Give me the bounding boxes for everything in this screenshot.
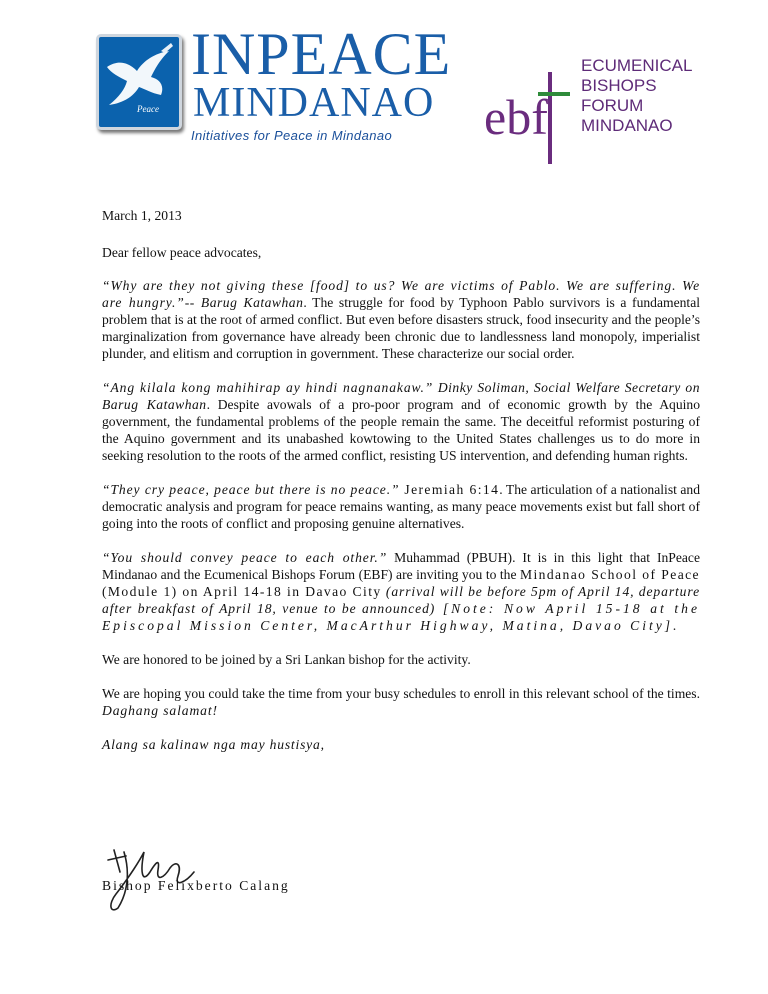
quote-pablo: “Why are they not giving these [food] to us? We are victims of Pablo. We are suffering. We are hungry.” xyxy=(102,278,700,310)
ebf-line-mindanao: MINDANAO xyxy=(581,116,673,135)
quote-jeremiah: “They cry peace, peace but there is no peace.” xyxy=(102,482,400,497)
ebf-line-bishops: BISHOPS xyxy=(581,76,657,95)
paragraph-6-text: We are hoping you could take the time from your busy schedules to enroll in this relevant school of the times. xyxy=(102,686,700,701)
salutation: Dear fellow peace advocates, xyxy=(102,245,262,260)
paragraph-2-text: . Despite avowals of a pro-poor program and of economic growth by the Aquino government, the fundamental problems of the people remain the same. The deceitful reformist posturing of the Aquino government and its unabashed kowtowing to the United States challenges us to do more in seeking resolution to the roots of the armed conflict, resisting US intervention, and defending human rights. xyxy=(102,397,700,463)
attribution-soliman: Dinky Soliman, Social Welfare Secretary on Barug Katawhan xyxy=(102,380,700,412)
ebf-cross-monogram xyxy=(484,52,580,167)
mindanao-title: MINDANAO xyxy=(193,80,435,126)
event-details: (arrival will be before 5pm of April 14, departure after breakfast of April 18, venue to be announced) xyxy=(102,584,700,616)
ebf-line-ecumenical: ECUMENICAL xyxy=(581,56,693,75)
ebf-line-forum: FORUM xyxy=(581,96,644,115)
paragraph-1 xyxy=(102,277,700,362)
dove-label: Peace xyxy=(137,104,159,114)
ebf-mindanao-logo xyxy=(484,52,704,167)
thanks-text: Daghang salamat! xyxy=(102,703,218,718)
paragraph-3 xyxy=(102,481,700,532)
paragraph-1-text: . The struggle for food by Typhoon Pablo survivors is a fundamental problem that is at the root of armed conflict. But even before disasters struck, food insecurity and the people’s marginalization from governance have already been chronic due to landlessness land monopoly, imperialist plunder, and elitism and corruption in government. These characterize our social order. xyxy=(102,295,700,361)
paragraph-3-text: . The articulation of a nationalist and democratic analysis and program for peace remains wanting, as many peace movements exist but fall short of going into the roots of conflict and proposing genuine alternatives. xyxy=(102,482,700,531)
event-name: Mindanao School of Peace (Module 1) on April 14-18 in Davao City xyxy=(102,567,700,599)
paragraph-4 xyxy=(102,549,700,634)
letter-body xyxy=(102,207,700,753)
inpeace-title: INPEACE xyxy=(191,21,452,87)
reference-jeremiah: Jeremiah 6:14 xyxy=(399,482,500,497)
paragraph-5: We are honored to be joined by a Sri Lankan bishop for the activity. xyxy=(102,652,471,667)
letter-date: March 1, 2013 xyxy=(102,208,182,223)
inpeace-tagline: Initiatives for Peace in Mindanao xyxy=(191,128,393,143)
inpeace-mindanao-logo xyxy=(96,21,452,146)
venue-note: [Note: Now April 15-18 at the Episcopal Mission Center, MacArthur Highway, Matina, Davao City]. xyxy=(102,601,700,633)
dove-emblem xyxy=(96,34,182,130)
signature-block xyxy=(100,842,360,922)
paragraph-4-text: Muhammad (PBUH). It is in this light that InPeace Mindanao and the Ecumenical Bishops Forum (EBF) are inviting you to the xyxy=(102,550,700,582)
ebf-name-block xyxy=(581,56,692,136)
ebf-monogram: ebf xyxy=(484,89,548,145)
closing-line: Alang sa kalinaw nga may hustisya, xyxy=(102,737,325,752)
signer-name: Bishop Felixberto Calang xyxy=(102,878,290,893)
paragraph-2 xyxy=(102,379,700,464)
attribution-barug: -- Barug Katawhan xyxy=(184,295,304,310)
quote-soliman: “Ang kilala kong mahihirap ay hindi nagnanakaw.” xyxy=(102,380,434,395)
paragraph-6 xyxy=(102,685,700,719)
quote-muhammad: “You should convey peace to each other.” xyxy=(102,550,388,565)
